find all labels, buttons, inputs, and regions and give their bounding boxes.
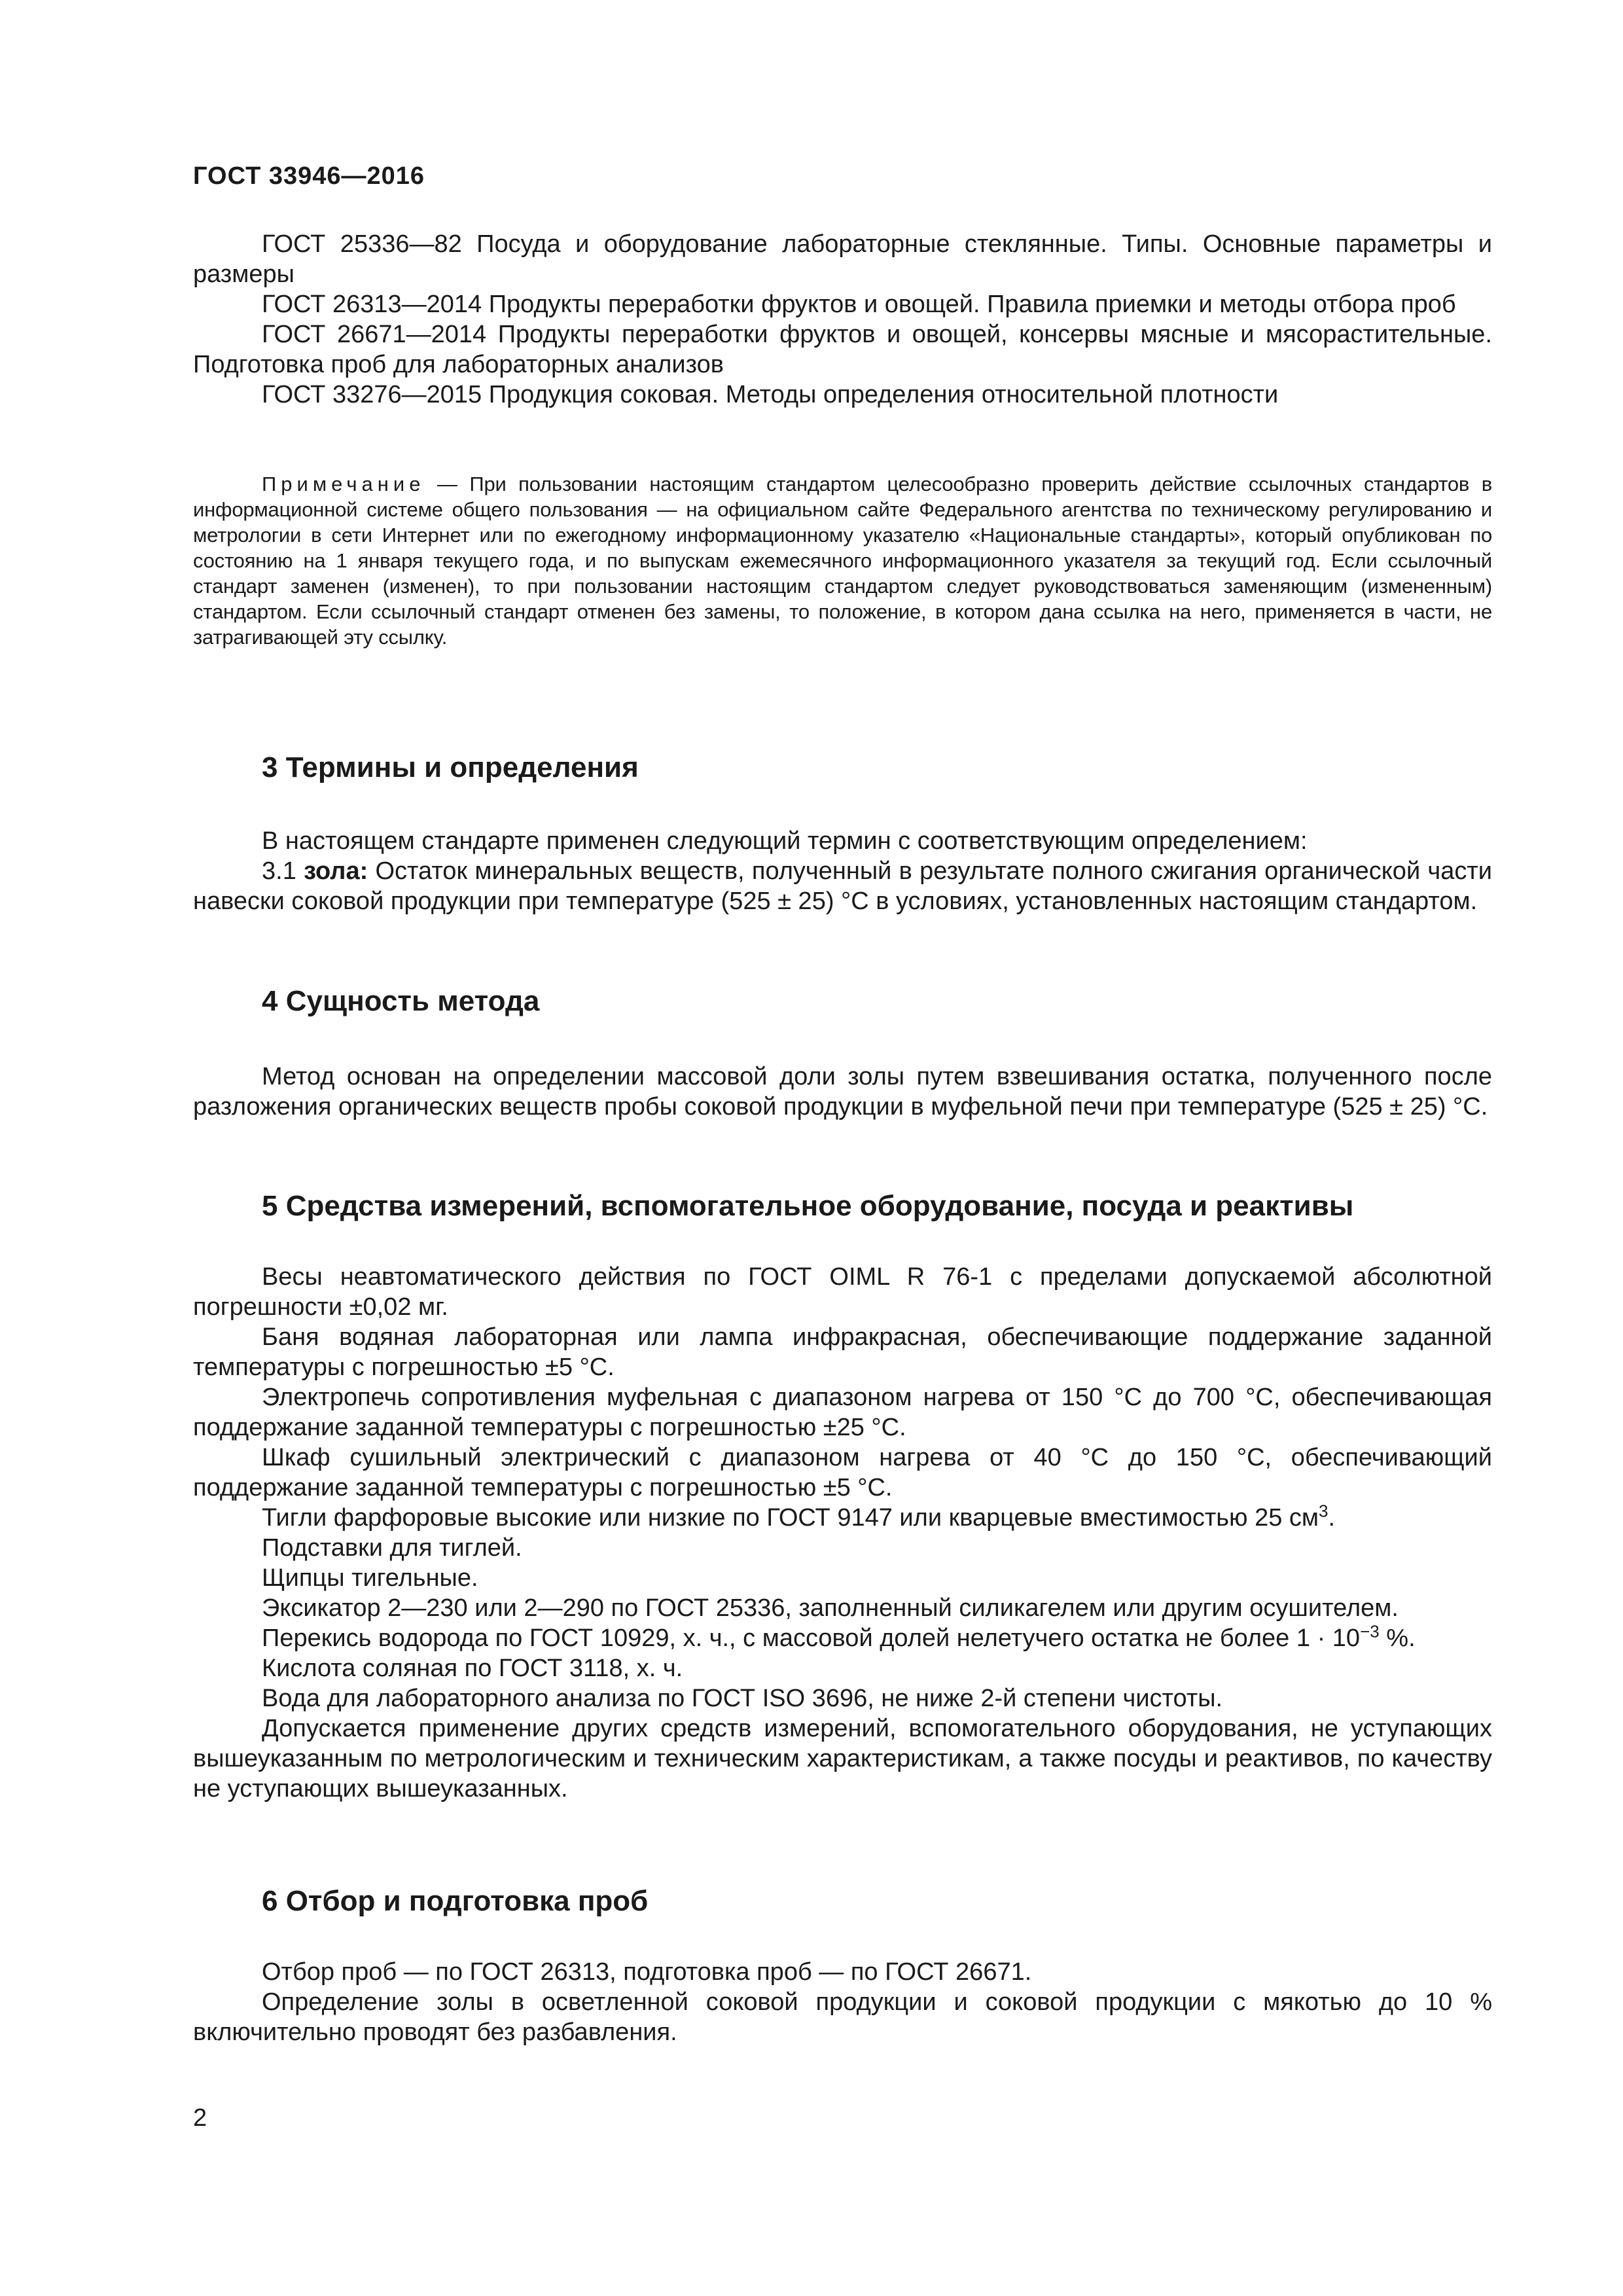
equipment-item: Весы неавтоматического действия по ГОСТ OIML R 76-1 с пределами допускаемой абсолютной погрешности ±0,02 мг. (193, 1263, 1492, 1321)
section-6-body (193, 1957, 1492, 2047)
note-paragraph (193, 471, 1492, 650)
equipment-item: Допускается применение других средств измерений, вспомогательного оборудования, не уступающих вышеуказанным по метрологическим и техническим характеристикам, а также посуды и реактивов, по качеству не уступающих вышеуказанных. (193, 1715, 1492, 1803)
equipment-text-end: . (1328, 1504, 1336, 1532)
section-6-paragraph: Отбор проб — по ГОСТ 26313, подготовка проб — по ГОСТ 26671. (262, 1958, 1032, 1986)
equipment-item: Подставки для тиглей. (262, 1534, 522, 1562)
term-number: 3.1 (262, 857, 304, 885)
page-number: 2 (193, 2104, 207, 2132)
section-6-heading: 6 Отбор и подготовка проб (262, 1885, 649, 1917)
reference-item: ГОСТ 26313—2014 Продукты переработки фруктов и овощей. Правила приемки и методы отбора проб (262, 291, 1456, 318)
equipment-text: Перекись водорода по ГОСТ 10929, х. ч., с массовой долей нелетучего остатка не более 1 · 10 (262, 1624, 1361, 1652)
equipment-item: Вода для лабораторного анализа по ГОСТ ISO 3696, не ниже 2-й степени чистоты. (262, 1685, 1223, 1712)
reference-item: ГОСТ 25336—82 Посуда и оборудование лабораторные стеклянные. Типы. Основные параметры и размеры (193, 230, 1492, 288)
section-5-heading: 5 Средства измерений, вспомогательное оборудование, посуда и реактивы (262, 1190, 1354, 1222)
term-definition (193, 856, 1492, 916)
superscript: −3 (1360, 1621, 1380, 1641)
equipment-text-end: %. (1379, 1624, 1416, 1652)
section-4-heading: 4 Сущность метода (262, 985, 540, 1017)
section-4-body (193, 1062, 1492, 1122)
section-3-heading: 3 Термины и определения (262, 751, 639, 783)
section-5-body (193, 1262, 1492, 1804)
note-text: — При пользовании настоящим стандартом целесообразно проверить действие ссылочных стандартов в информационной системе общего пользования — на официальном сайте Федерального агентства по техническому регулированию и метрологии в сети Интернет или по ежегодному информационному указателю «Национальные стандарты», который опубликован по состоянию на 1 января текущего года, и по выпускам ежемесячного информационного указателя за текущий год. Если ссылочный стандарт заменен (изменен), то при пользовании настоящим стандартом следует руководствоваться заменяющим (измененным) стандартом. Если ссылочный стандарт отменен без замены, то положение, в котором дана ссылка на него, применяется в части, не затрагивающей эту ссылку. (193, 473, 1492, 649)
equipment-item (193, 1623, 1492, 1653)
reference-item: ГОСТ 33276—2015 Продукция соковая. Методы определения относительной плотности (262, 381, 1279, 408)
reference-item: ГОСТ 26671—2014 Продукты переработки фруктов и овощей, консервы мясные и мясорастительные. Подготовка проб для лабораторных анализов (193, 321, 1492, 378)
section-4-text: Метод основан на определении массовой доли золы путем взвешивания остатка, полученного после разложения органических веществ пробы соковой продукции в муфельной печи при температуре (525 ± 25) °С. (193, 1063, 1492, 1121)
section-3-intro: В настоящем стандарте применен следующий термин с соответствующим определением: (262, 827, 1308, 855)
note-block (193, 471, 1492, 650)
references-list (193, 229, 1492, 410)
equipment-item: Кислота соляная по ГОСТ 3118, х. ч. (262, 1655, 683, 1682)
superscript: 3 (1319, 1501, 1329, 1521)
section-3-body (193, 826, 1492, 916)
equipment-item: Баня водяная лабораторная или лампа инфракрасная, обеспечивающие поддержание заданной температуры с погрешностью ±5 °С. (193, 1323, 1492, 1381)
term-name: зола: (304, 857, 368, 885)
equipment-item: Электропечь сопротивления муфельная с диапазоном нагрева от 150 °С до 700 °С, обеспечивающая поддержание заданной температуры с погрешностью ±25 °С. (193, 1384, 1492, 1441)
term-text: Остаток минеральных веществ, полученный в результате полного сжигания органической части навески соковой продукции при температуре (525 ± 25) °С в условиях, установленных настоящим стандартом. (193, 857, 1492, 915)
document-header: ГОСТ 33946—2016 (193, 162, 425, 190)
equipment-item: Шкаф сушильный электрический с диапазоном нагрева от 40 °С до 150 °С, обеспечивающий поддержание заданной температуры с погрешностью ±5 °С. (193, 1444, 1492, 1501)
equipment-item: Эксикатор 2—230 или 2—290 по ГОСТ 25336, заполненный силикагелем или другим осушителем. (262, 1594, 1399, 1622)
equipment-item (193, 1503, 1492, 1533)
note-label: Примечание (262, 473, 425, 495)
section-6-paragraph: Определение золы в осветленной соковой продукции и соковой продукции с мякотью до 10 % включительно проводят без разбавления. (193, 1988, 1492, 2046)
equipment-text: Тигли фарфоровые высокие или низкие по ГОСТ 9147 или кварцевые вместимостью 25 см (262, 1504, 1319, 1532)
equipment-item: Щипцы тигельные. (262, 1564, 478, 1592)
